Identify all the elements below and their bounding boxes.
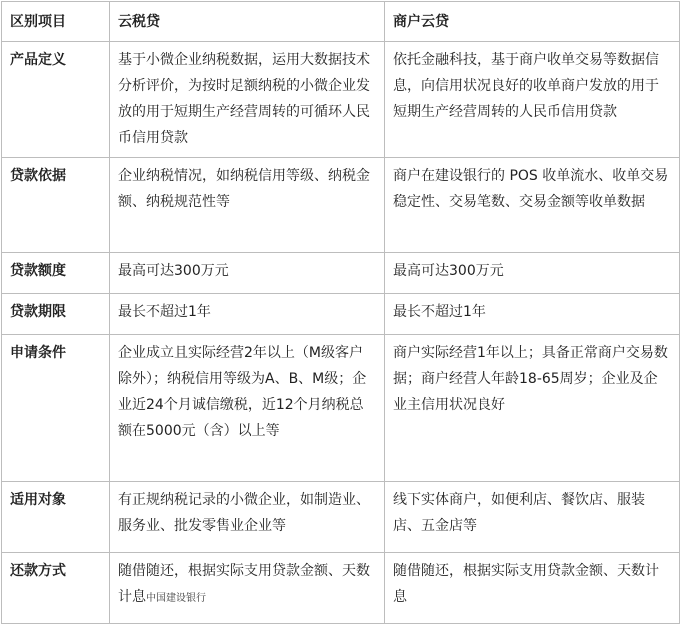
cell-yunshuidai: 有正规纳税记录的小微企业，如制造业、服务业、批发零售业企业等 (110, 482, 385, 553)
table-row (2, 482, 680, 553)
table-row (2, 294, 680, 335)
header-item: 区别项目 (2, 2, 110, 42)
cell-shanghuyundai: 随借随还，根据实际支用贷款金额、天数计息 (385, 553, 680, 624)
header-yunshuidai: 云税贷 (110, 2, 385, 42)
row-label: 贷款额度 (2, 253, 110, 294)
row-label: 贷款依据 (2, 158, 110, 253)
table-row (2, 553, 680, 624)
cell-shanghuyundai: 最长不超过1年 (385, 294, 680, 335)
cell-yunshuidai: 基于小微企业纳税数据，运用大数据技术分析评价，为按时足额纳税的小微企业发放的用于短期生产经营周转的可循环人民币信用贷款 (110, 42, 385, 158)
cell-shanghuyundai: 最高可达300万元 (385, 253, 680, 294)
cell-shanghuyundai: 商户实际经营1年以上；具备正常商户交易数据；商户经营人年龄18-65周岁；企业及企业主信用状况良好 (385, 335, 680, 482)
header-row (2, 2, 680, 42)
cell-yunshuidai (110, 553, 385, 624)
cell-text: 随借随还，根据实际支用贷款金额、天数计息 (118, 563, 370, 605)
table-row (2, 253, 680, 294)
row-label: 贷款期限 (2, 294, 110, 335)
table-row (2, 158, 680, 253)
cell-yunshuidai: 企业成立且实际经营2年以上（M级客户除外）；纳税信用等级为A、B、M级；企业近24个月诚信缴税，近12个月纳税总额在5000元（含）以上等 (110, 335, 385, 482)
comparison-table (1, 1, 680, 624)
table-row (2, 42, 680, 158)
row-label: 产品定义 (2, 42, 110, 158)
row-label: 申请条件 (2, 335, 110, 482)
row-label: 还款方式 (2, 553, 110, 624)
row-label: 适用对象 (2, 482, 110, 553)
watermark-text: 中国建设银行 (146, 593, 206, 604)
cell-shanghuyundai: 商户在建设银行的 POS 收单流水、收单交易稳定性、交易笔数、交易金额等收单数据 (385, 158, 680, 253)
cell-yunshuidai: 最长不超过1年 (110, 294, 385, 335)
header-shanghuyundai: 商户云贷 (385, 2, 680, 42)
cell-yunshuidai: 企业纳税情况，如纳税信用等级、纳税金额、纳税规范性等 (110, 158, 385, 253)
cell-shanghuyundai: 线下实体商户，如便利店、餐饮店、服装店、五金店等 (385, 482, 680, 553)
cell-yunshuidai: 最高可达300万元 (110, 253, 385, 294)
table-row (2, 335, 680, 482)
cell-shanghuyundai: 依托金融科技，基于商户收单交易等数据信息，向信用状况良好的收单商户发放的用于短期生产经营周转的人民币信用贷款 (385, 42, 680, 158)
